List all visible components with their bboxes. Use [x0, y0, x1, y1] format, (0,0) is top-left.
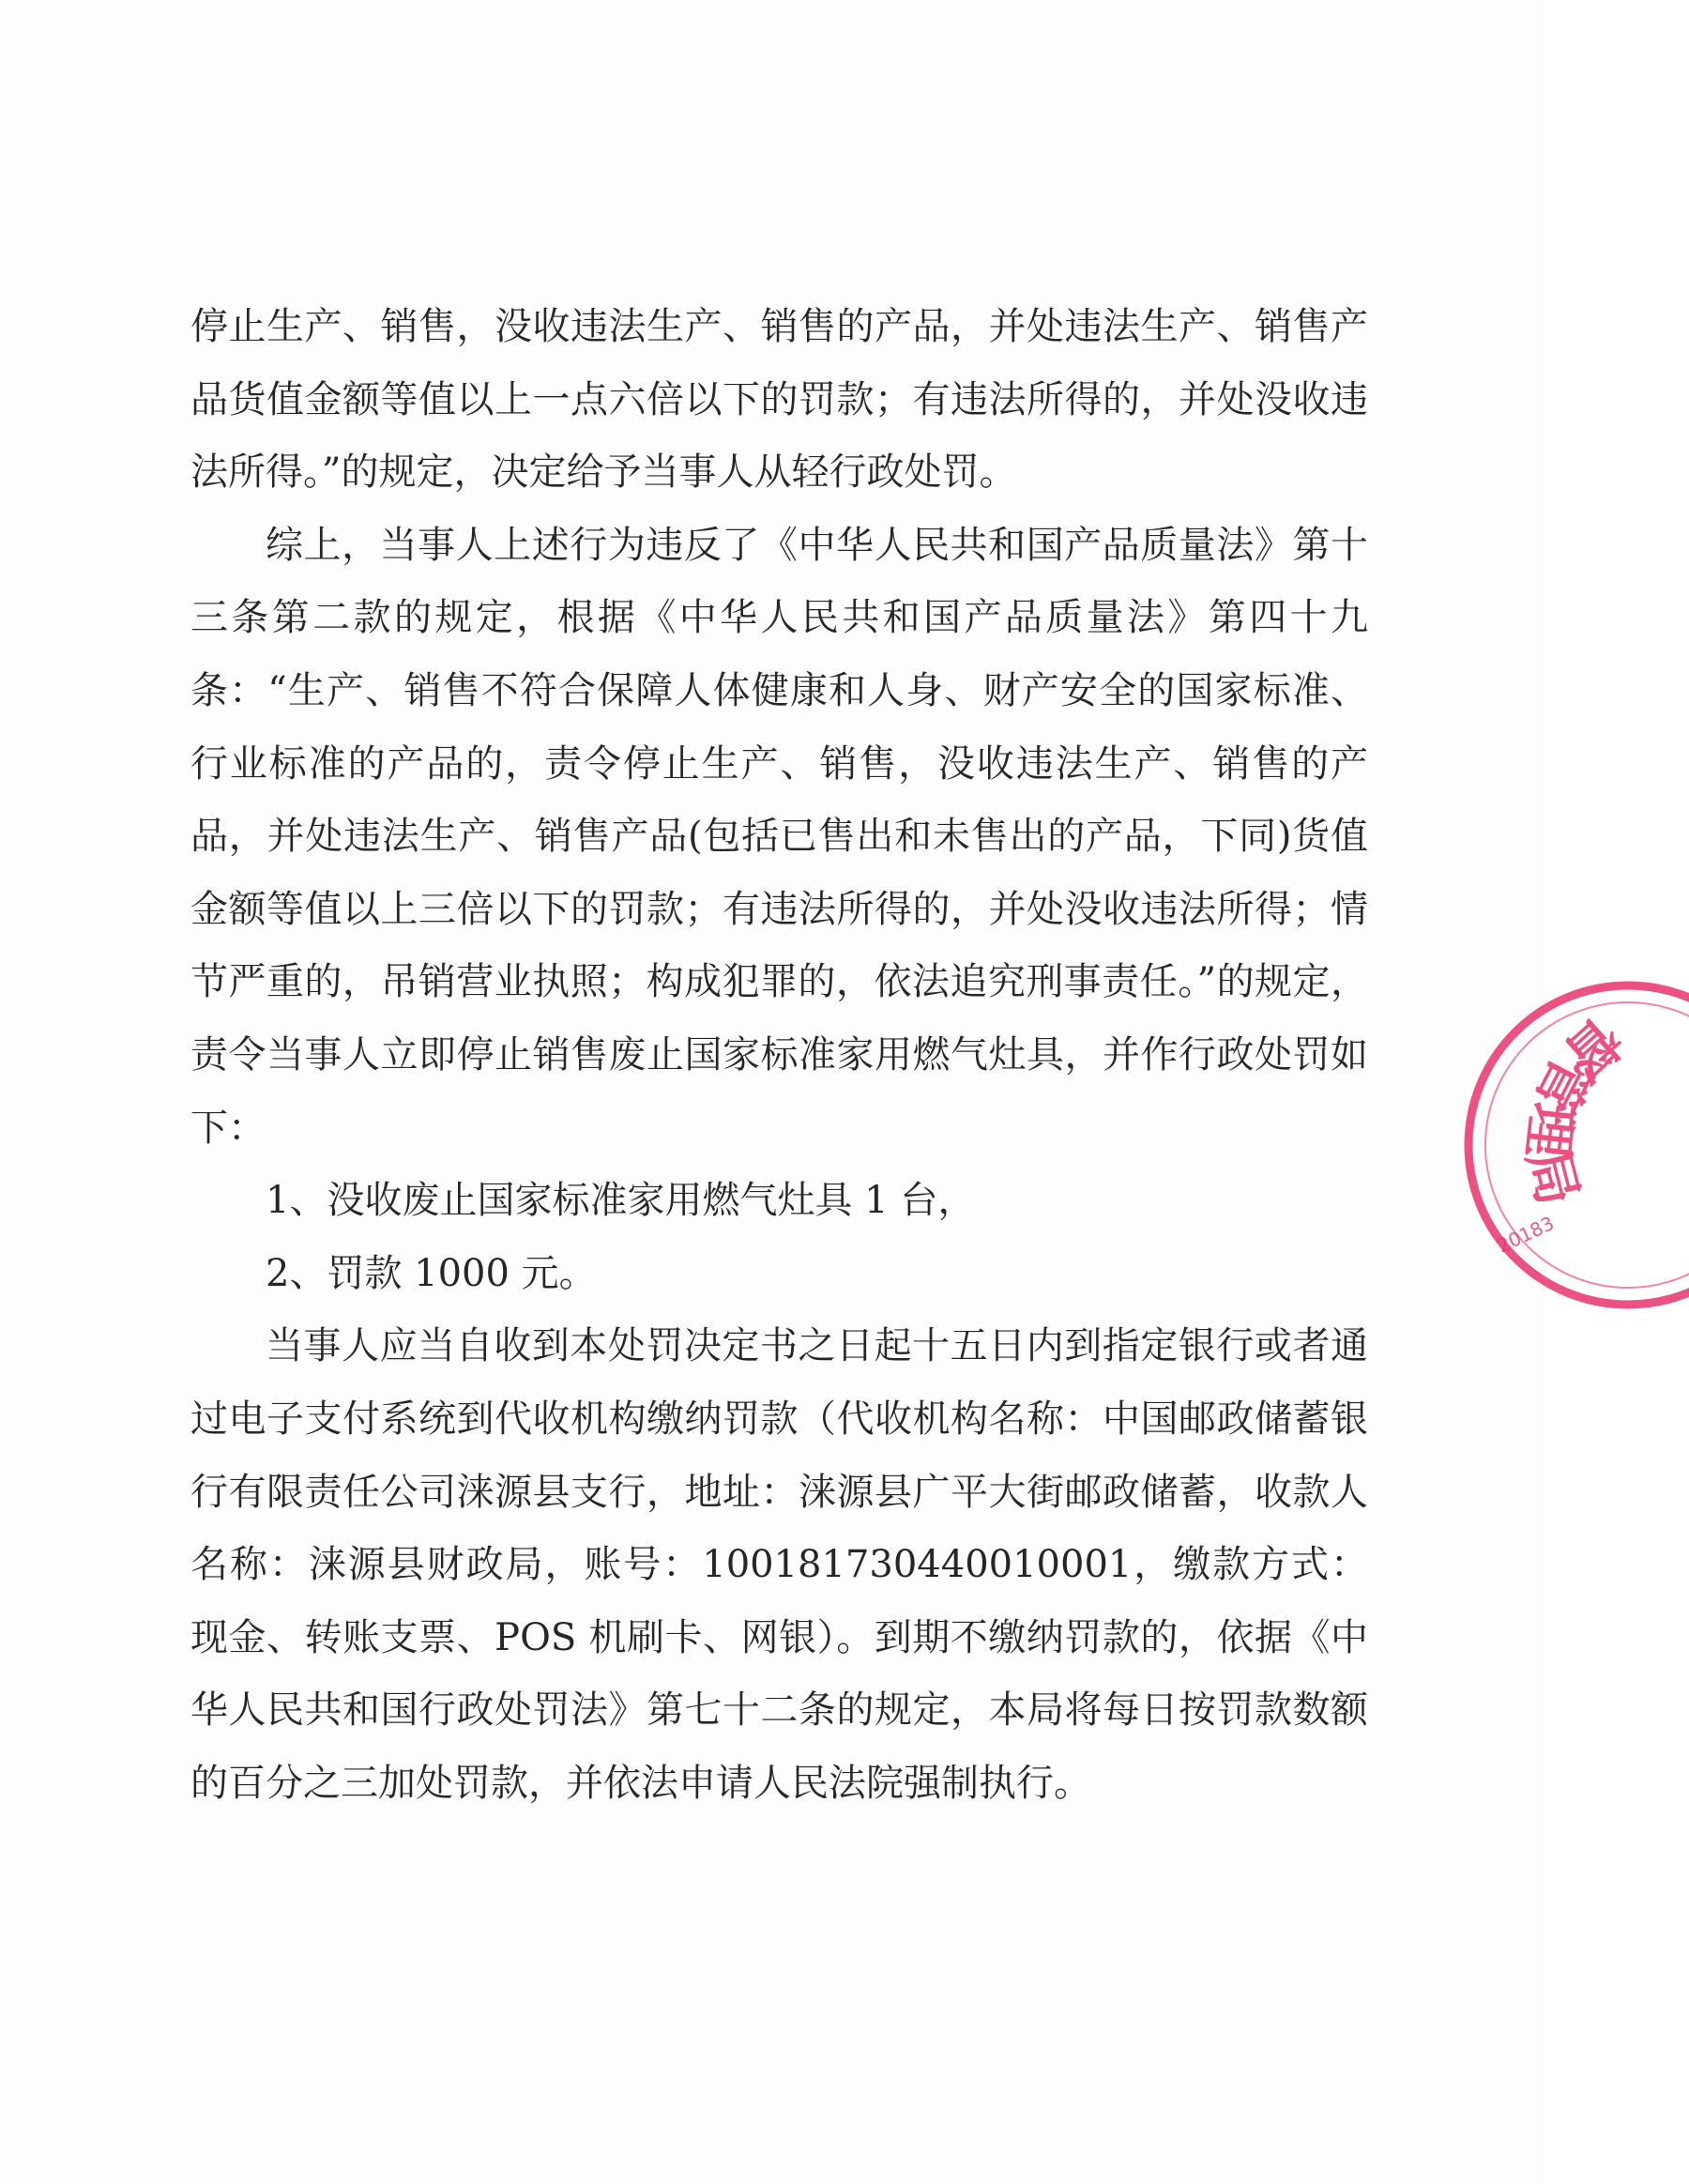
paragraph-payment-instructions: 当事人应当自收到本处罚决定书之日起十五日内到指定银行或者通过电子支付系统到代收机构缴纳罚款（代收机构名称：中国邮政储蓄银行有限责任公司涞源县支行，地址：涞源县广平大街邮政储蓄，收款人名称：涞源县财政局，账号：100181730440010001，缴款方式：现金、转账支票、POS 机刷卡、网银）。到期不缴纳罚款的，依据《中华人民共和国行政处罚法》第七十二条的规定，本局将每日按罚款数额的百分之三加处罚款，并依法申请人民法院强制执行。 — [190, 1324, 1368, 1805]
document-body — [190, 291, 1368, 1820]
seal-number: 20183 — [1493, 1211, 1558, 1258]
penalty-item-confiscation: 1、没收废止国家标准家用燃气灶具 1 台， — [266, 1179, 976, 1223]
seal-text: 督管理局 — [1514, 1005, 1635, 1212]
paragraph-conclusion: 综上，当事人上述行为违反了《中华人民共和国产品质量法》第十三条第二款的规定，根据《中华人民共和国产品质量法》第四十九条：“生产、销售不符合保障人体健康和人身、财产安全的国家标准、行业标准的产品的，责令停止生产、销售，没收违法生产、销售的产品，并处违法生产、销售产品(包括已售出和未售出的产品，下同)货值金额等值以上三倍以下的罚款；有违法所得的，并处没收违法所得；情节严重的，吊销营业执照；构成犯罪的，依法追究刑事责任。”的规定，责令当事人立即停止销售废止国家标准家用燃气灶具，并作行政处罚如下： — [190, 523, 1368, 1150]
penalty-item-fine: 2、罚款 1000 元。 — [266, 1251, 597, 1295]
official-seal — [1464, 967, 1689, 1305]
paragraph-penalty-basis: 停止生产、销售，没收违法生产、销售的产品，并处违法生产、销售产品货值金额等值以上一点六倍以下的罚款；有违法所得的，并处没收违法所得。”的规定，决定给予当事人从轻行政处罚。 — [190, 305, 1368, 495]
